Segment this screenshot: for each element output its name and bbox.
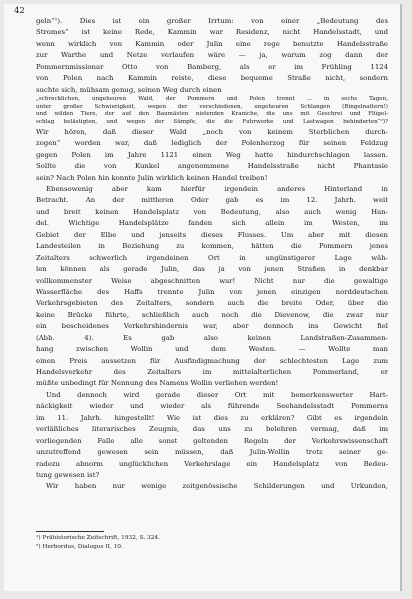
text-line: del. Wichtige Handelsplätze fanden sich allein im Westen, im (36, 219, 388, 228)
text-line: Wasserfläche des Haffs trennte Julin von jenen einzigen norddeutschen (36, 287, 388, 296)
text-line: Stromes“ ist keine Rede, Kammin war Residenz, nicht Handelsstadt, und (36, 28, 388, 37)
text-line: gegen Polen im Jahre 1121 einen Weg hatte hindurchschlagen lassen. (36, 150, 388, 159)
text-line: zogen“ worden war, daß lediglich der Polenherzog für seinen Feldzug (36, 139, 388, 148)
text-line: unzutreffend gewesen sein müssen, daß Julin-Wollin trotz seiner ge- (36, 448, 388, 457)
footnote: ¹) Prähistorische Zeitschrift, 1932, S. 324. (36, 535, 160, 541)
text-line: (Abb. 4). Es gab also keinen Landstraßen-Zusammen- (36, 333, 388, 342)
footnote-separator (36, 531, 104, 532)
text-line: Handelsverkehr des Zeitalters im mittelalterlichen Pommerland, er (36, 368, 388, 376)
text-line: Verkehrsgebieten des Zeitalters, sondern auch die breite Oder, über die (36, 299, 388, 308)
quote-line: und wilden Tiere, der auf den Baumästen nistenden Kraniche, die uns mit Geschrei und Flügel- (36, 111, 388, 118)
text-line: Und dennoch wird gerade dieser Ort mit bemerkenswerter Hart- (46, 390, 388, 399)
text-line: suchte sich, mühsam genug, seinen Weg durch einen (36, 85, 222, 94)
text-line: wenn wirklich von Kammin oder Julin eine rege benutzte Handelsstraße (36, 39, 388, 48)
footnotes (36, 534, 388, 552)
quote-line: „schrecklichen, ungeheuren Wald, der Pommern und Polen trennt ... in sechs Tagen, (36, 96, 388, 103)
page-number: 42 (14, 6, 25, 16)
text-line: Ebensowenig aber kam hierfür irgendein anderes Hinterland in (46, 185, 388, 193)
body-text (36, 16, 388, 493)
text-line: vorliegenden Falle alle sonst geltenden Regeln der Verkehrswissenschaft (36, 436, 388, 445)
quote-line: unter großer Schwierigkeit, wegen der verschiedenen, ungeheuren Schlangen (Ringelnattern!) (36, 103, 388, 110)
text-line: radezu abnorm unglücklichen Verkehrslage ein Handelsplatz von Bedeu- (36, 459, 388, 468)
text-line: Landesteilen in Beziehung zu kommen, hätten die Pommern jenes (36, 242, 388, 251)
text-line: ein bescheidenes Verkehrshindernis war, aber dennoch ins Gewicht fiel (36, 322, 388, 331)
text-line: müßte unbedingt für Nennung des Namens Wollin verliehen werden! (36, 379, 279, 388)
text-line: geln“¹). Dies ist ein großer Irrtum: von einer „Bedeutung des (36, 17, 388, 25)
text-line: Pommernmissionar Otto von Bamberg, als er im Frühling 1124 (36, 62, 388, 71)
book-page (4, 4, 402, 591)
text-line: von Polen nach Kammin reiste, diese bequeme Straße nicht, sondern (36, 74, 388, 83)
text-line: Wir hören, daß dieser Wald „noch von keinem Sterblichen durch- (36, 127, 388, 136)
quote-line: schlag belästigten, und wegen der Sümpfe, die die Fuhrwerke und Lastwagen behinderten“²)? (36, 119, 388, 126)
text-line: len können als gerade Julin, das ja von jenen Straßen in denkbar (36, 265, 388, 274)
text-line: zur Warthe und Netze verlaufen wäre — ja, warum zog dann der (36, 51, 388, 60)
text-line: keine Brücke führte, schließlich auch noch die Dievenow, die zwar nur (36, 310, 388, 319)
text-line: Zeitalters schwerlich irgendeinen Ort in ungünstigerer Lage wäh- (36, 253, 388, 262)
text-line: näckigkeit wieder und wieder als führende Seehandelsstadt Pommerns (36, 402, 388, 411)
text-line: verläßliches literarisches Zeugnis, das uns zu belehren vermag, daß im (36, 425, 388, 434)
text-line: und breit keinen Handelsplatz von Bedeutung, also auch wenig Han- (36, 207, 388, 216)
text-line: Gebiet der Elbe und jenseits dieses Flusses. Um aber mit diesen (36, 230, 388, 239)
text-line: sein? Nach Polen hin konnte Julin wirklich keinen Handel treiben! (36, 173, 268, 182)
text-line: hang zwischen Wollin und dem Westen. — Wollte man (36, 345, 388, 354)
text-line: Betracht. An der mittleren Oder gab es im 12. Jahrh. weit (36, 196, 388, 205)
text-line: tung gewesen ist? (36, 470, 100, 479)
footnote: ²) Herbordus, Dialogus II, 10. (36, 544, 123, 550)
text-line: einen Preis aussetzen für Ausfindigmachung der schlechtesten Lage zum (36, 356, 388, 365)
text-line: vollkommenster Weise abgeschnitten war! Nicht nur die gewaltige (36, 276, 388, 285)
text-line: Wir haben nur wenige zeitgenössische Schilderungen und Urkunden, (46, 482, 388, 491)
text-line: im 11. Jahrh. hingestellt! Wie ist dies zu erklären? Gibt es irgendein (36, 413, 388, 422)
text-line: Sollte die von Kunkel angenommene Handelsstraße nicht Phantasie (36, 162, 388, 171)
